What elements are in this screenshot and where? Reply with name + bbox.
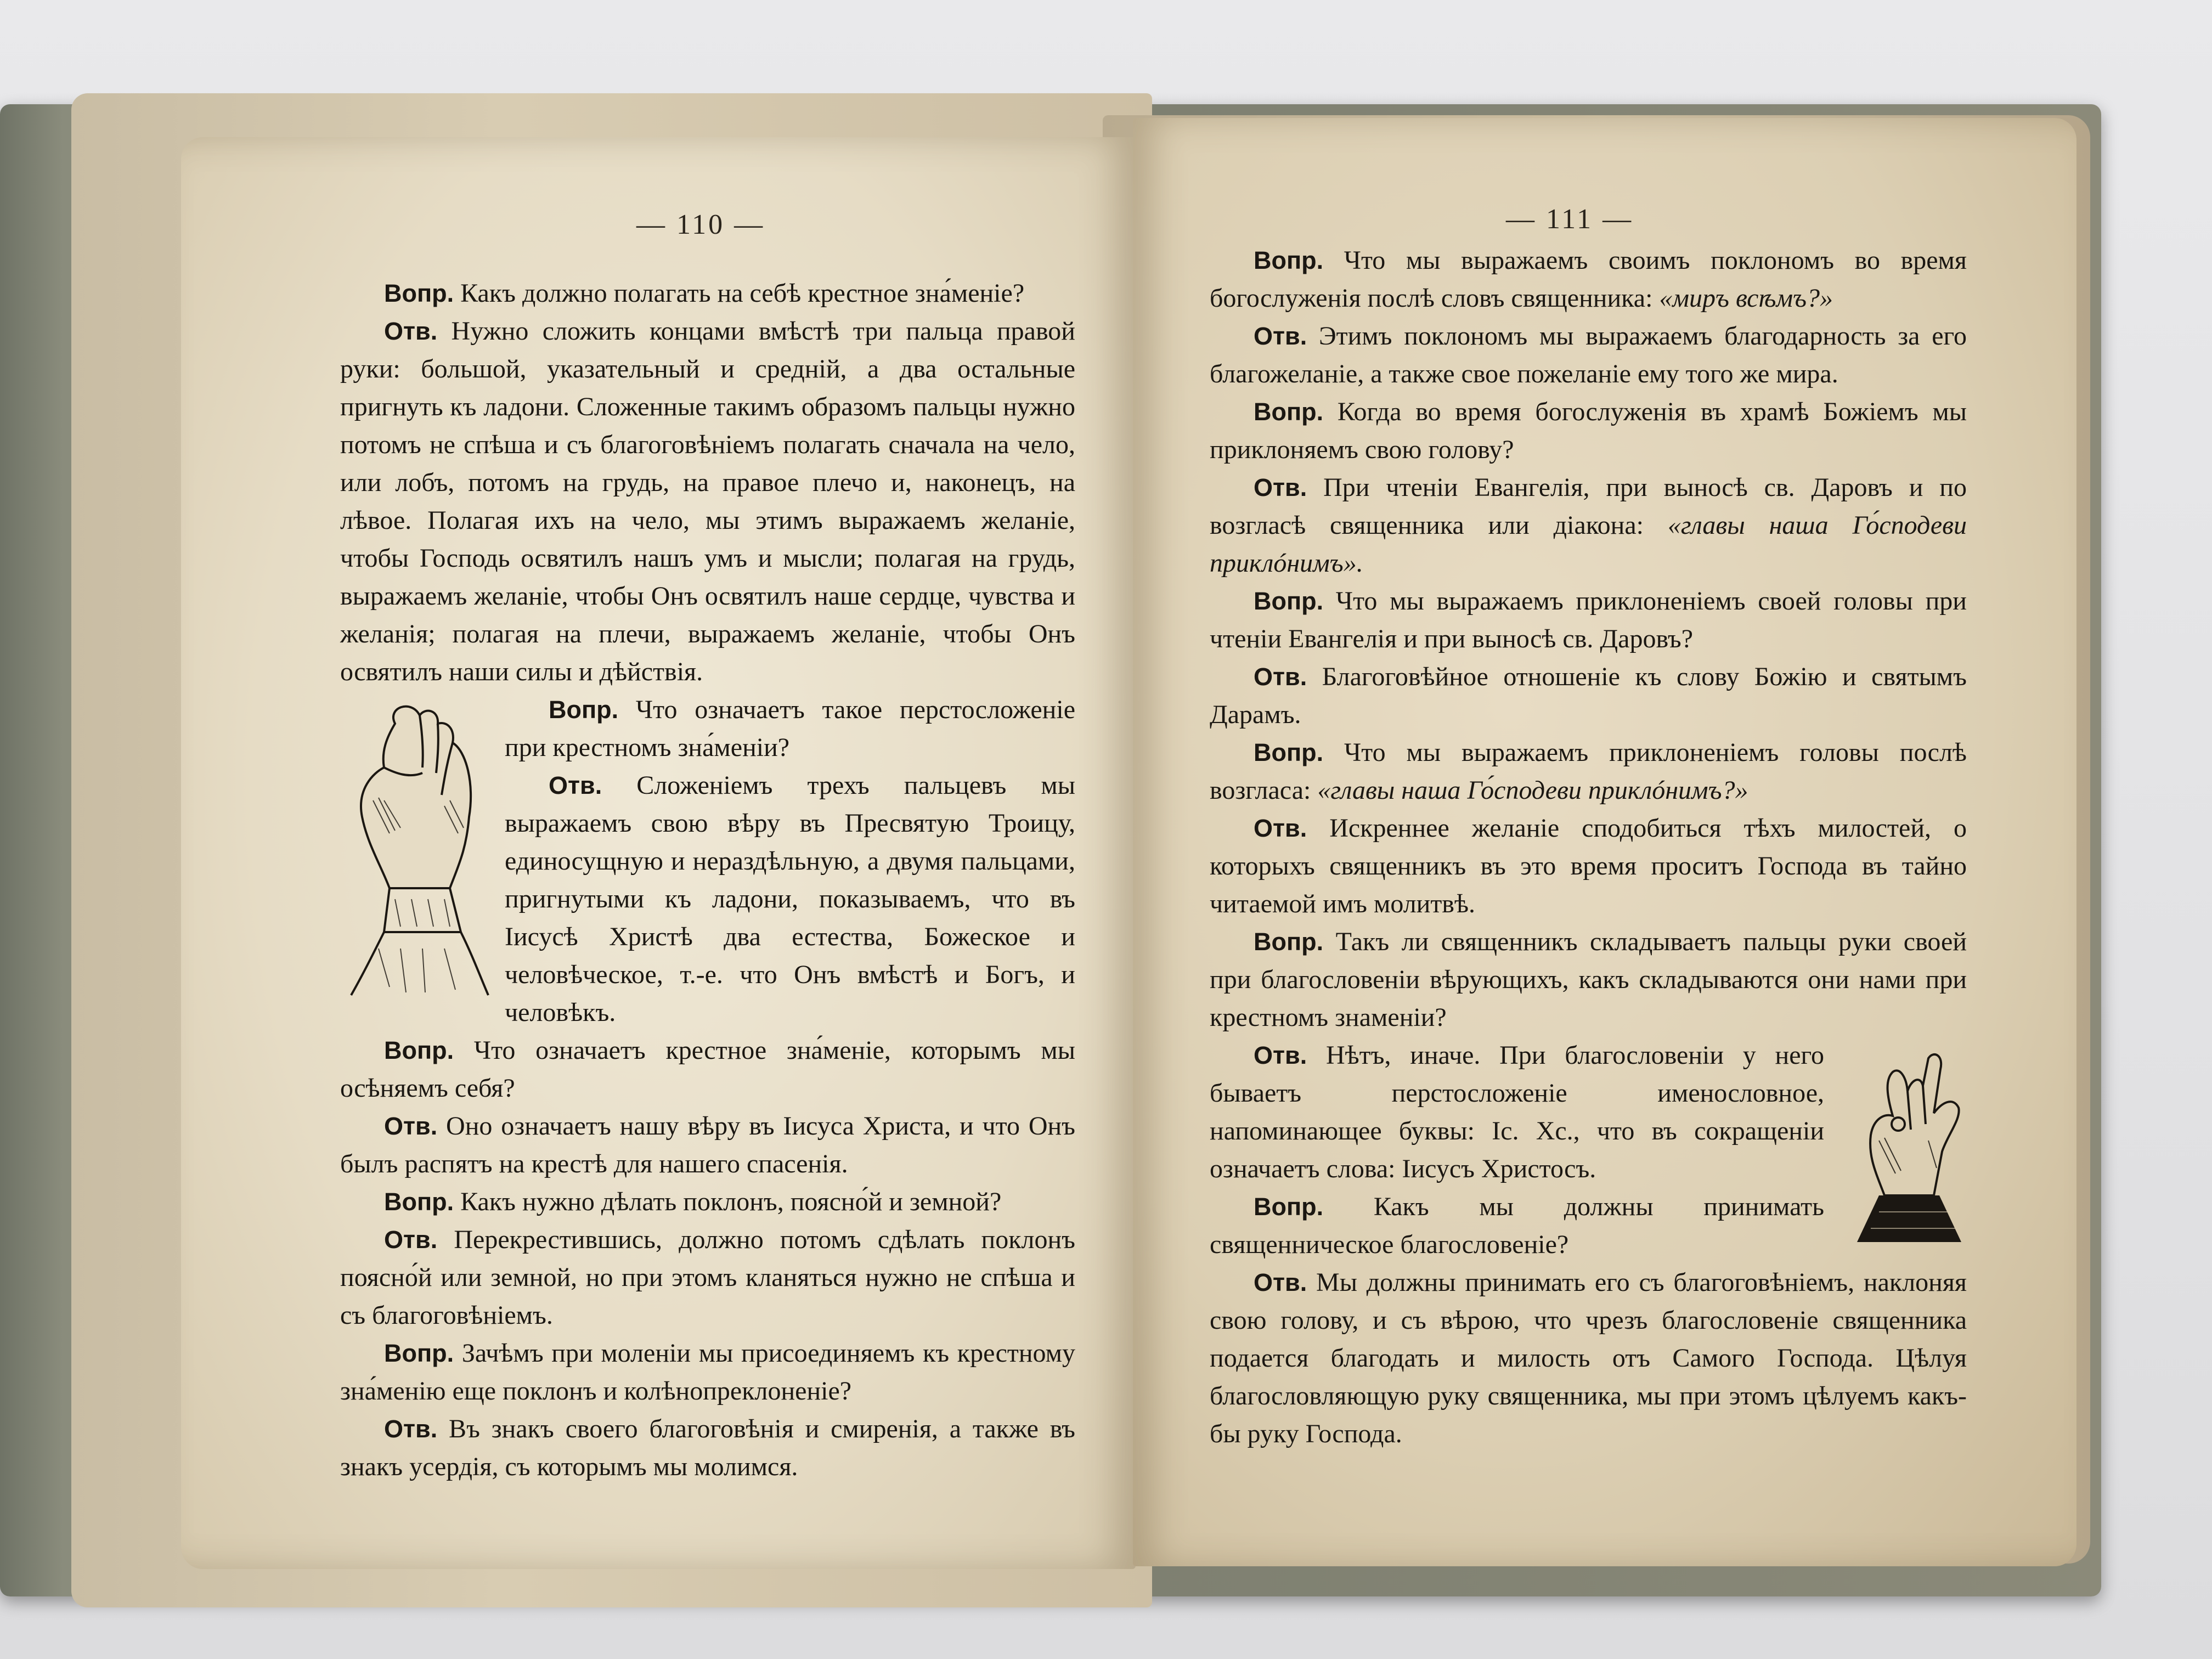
question-paragraph: Вопр. Что мы выражаемъ приклоненіемъ своей головы при чтеніи Евангелія и при выносѣ св. Даровъ? (1210, 586, 1967, 653)
question-paragraph: Вопр. Какъ должно полагать на себѣ крестное зна́меніе? (384, 279, 1025, 308)
figure-text-block (340, 691, 1075, 1031)
answer-paragraph: Отв. Благоговѣйное отношеніе къ слову Божію и святымъ Дарамъ. (1210, 662, 1967, 729)
right-page-text (1210, 241, 1967, 1453)
question-paragraph: Вопр. Что означаетъ крестное зна́меніе, которымъ мы осѣняемъ себя? (340, 1036, 1075, 1103)
figure-caption-text (1210, 1036, 1824, 1263)
answer-paragraph: Отв. Этимъ поклономъ мы выражаемъ благодарность за его благожеланіе, а также свое пожеланіе ему того же мира. (1210, 321, 1967, 388)
left-page-text (340, 274, 1075, 1486)
figure-text-block (1210, 1036, 1967, 1263)
right-page (1133, 118, 2076, 1566)
answer-paragraph: Отв. Оно означаетъ нашу вѣру въ Іисуса Христа, и что Онъ былъ распятъ на крестѣ для нашего спасенія. (340, 1111, 1075, 1178)
answer-paragraph: Отв. При чтеніи Евангелія, при выносѣ св. Даровъ и по возгласѣ священника или діакона: «главы наша Го́сподеви приклóнимъ». (1210, 473, 1967, 578)
page-number: — 110 — (636, 209, 765, 240)
question-paragraph: Вопр. Что мы выражаемъ своимъ поклономъ во время богослуженія послѣ словъ священника: «миръ всѣмъ?» (1210, 246, 1967, 313)
question-paragraph: Вопр. Когда во время богослуженія въ храмѣ Божіемъ мы приклоняемъ свою голову? (1210, 397, 1967, 464)
question-paragraph: Вопр. Такъ ли священникъ складываетъ пальцы руки своей при благословеніи вѣрующихъ, какъ складываются они нами при крестномъ знаменіи? (1210, 927, 1967, 1032)
answer-paragraph: Отв. Перекрестившись, должно потомъ сдѣлать поклонъ поясно́й или земной, но при этомъ кланяться нужно не спѣша и съ благоговѣніемъ. (340, 1225, 1075, 1330)
answer-paragraph: Отв. Нужно сложить концами вмѣстѣ три пальца правой руки: большой, указательный и средній, а два остальные пригнуть къ ладони. Сложенные такимъ образомъ пальцы нужно потомъ не спѣша и съ благоговѣніемъ полагать сначала на чело, или лобъ, потомъ на грудь, на правое плечо и, наконецъ, на лѣвое. Полагая ихъ на чело, мы этимъ выражаемъ желаніе, чтобы Господь освятилъ нашъ умъ и мысли; полагая на грудь, выражаемъ желаніе, чтобы Онъ освятилъ наше сердце, чувства и желанія; полагая на плечи, выражаемъ желаніе, чтобы Онъ освятилъ наши силы и дѣйствія. (340, 317, 1075, 686)
answer-paragraph: Отв. Сложеніемъ трехъ пальцевъ мы выражаемъ свою вѣру въ Пресвятую Троицу, единосущную и нераздѣльную, а двумя пальцами, пригнутыми къ ладони, показываемъ, что въ Іисусѣ Христѣ два естества, Божеское и человѣческое, т.-е. что Онъ вмѣстѣ и Богъ, и человѣкъ. (505, 771, 1075, 1027)
page-number: — 111 — (1506, 204, 1634, 235)
answer-paragraph: Отв. Мы должны принимать его съ благоговѣніемъ, наклоняя свою голову, и съ вѣрою, что чрезъ благословеніе священника подается благодать и милость отъ Самого Господа. Цѣлуя благословляющую руку священника, мы при этомъ цѣлуемъ какъ-бы руку Господа. (1210, 1268, 1967, 1448)
answer-paragraph: Отв. Искреннее желаніе сподобиться тѣхъ милостей, о которыхъ священникъ въ это время проситъ Господа въ тайно читаемой имъ молитвѣ. (1210, 814, 1967, 918)
hand-crossing-fingers-icon (329, 691, 494, 998)
question-paragraph: Вопр. Что означаетъ такое перстосложеніе при крестномъ зна́меніи? (505, 695, 1075, 762)
question-paragraph: Вопр. Какъ мы должны принимать священническое благословеніе? (1210, 1192, 1824, 1259)
question-paragraph: Вопр. Зачѣмъ при моленіи мы присоединяемъ къ крестному зна́менію еще поклонъ и колѣнопреклоненіе? (340, 1339, 1075, 1406)
hand-blessing-fingers-icon (1846, 1047, 1967, 1245)
question-paragraph: Вопр. Какъ нужно дѣлать поклонъ, поясно́й и земной? (384, 1187, 1002, 1216)
answer-paragraph: Отв. Нѣтъ, иначе. При благословеніи у него бываетъ перстосложеніе именословное, напоминающее буквы: Іс. Хс., что въ сокращеніи означаетъ слова: Іисусъ Христосъ. (1210, 1041, 1824, 1183)
left-page (181, 137, 1136, 1569)
question-paragraph: Вопр. Что мы выражаемъ приклоненіемъ головы послѣ возгласа: «главы наша Го́сподеви приклóнимъ?» (1210, 738, 1967, 805)
figure-caption-text (505, 691, 1075, 1031)
answer-paragraph: Отв. Въ знакъ своего благоговѣнія и смиренія, а также въ знакъ усердія, съ которымъ мы молимся. (340, 1414, 1075, 1481)
